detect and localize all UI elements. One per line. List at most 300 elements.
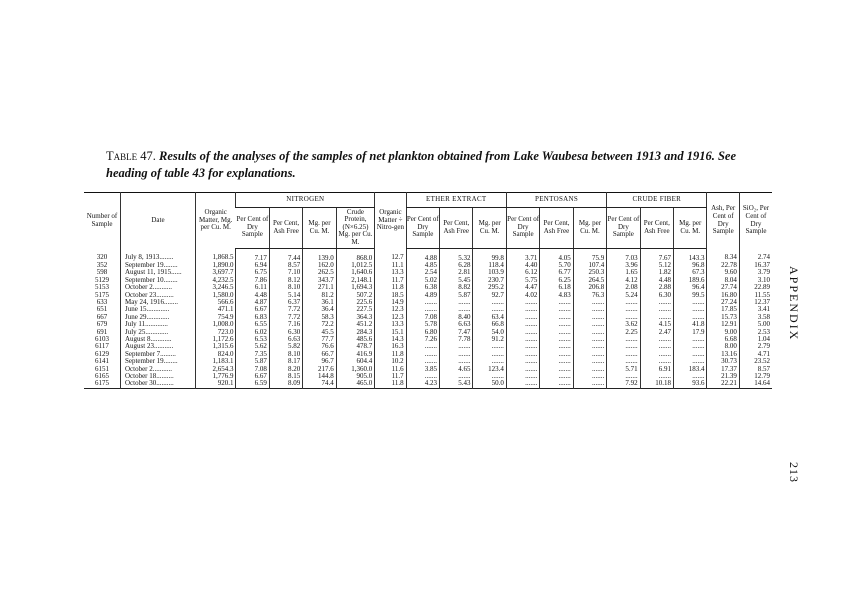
value-cell: ....... xyxy=(506,373,539,380)
value-cell: 6.12 xyxy=(506,269,539,276)
value-cell: 3,697.7 xyxy=(195,269,236,276)
header-organic-matter: Organic Matter, Mg. per Cu. M. xyxy=(195,193,236,249)
value-cell: 14.3 xyxy=(375,336,406,343)
value-cell: 45.5 xyxy=(303,329,336,336)
value-cell: 4.48 xyxy=(640,277,673,284)
value-cell: 416.9 xyxy=(336,351,374,358)
value-cell: 11.55 xyxy=(739,292,772,299)
value-cell: ....... xyxy=(573,314,606,321)
value-cell: ....... xyxy=(607,358,640,365)
value-cell: 4.12 xyxy=(607,277,640,284)
value-cell: 27.24 xyxy=(707,299,739,306)
value-cell: 8.57 xyxy=(269,262,302,269)
header-fiber-ash-free: Per Cent, Ash Free xyxy=(640,207,673,248)
value-cell: ....... xyxy=(540,366,573,373)
date-cell: October 18.......... xyxy=(120,373,195,380)
value-cell: ....... xyxy=(440,358,473,365)
value-cell: 1,776.9 xyxy=(195,373,236,380)
value-cell: 5.45 xyxy=(440,277,473,284)
value-cell: 96.7 xyxy=(303,358,336,365)
table-row xyxy=(84,321,772,328)
value-cell: ....... xyxy=(440,299,473,306)
value-cell: 30.73 xyxy=(707,358,739,365)
date-cell: September 7......... xyxy=(120,351,195,358)
header-nitrogen-ash-free: Per Cent, Ash Free xyxy=(269,207,302,248)
value-cell: 604.4 xyxy=(336,358,374,365)
value-cell: 2.81 xyxy=(440,269,473,276)
value-cell: 4.87 xyxy=(236,299,269,306)
value-cell: 364.3 xyxy=(336,314,374,321)
value-cell: 36.1 xyxy=(303,299,336,306)
value-cell: 6.63 xyxy=(269,336,302,343)
table-row xyxy=(84,284,772,291)
value-cell: 1,640.6 xyxy=(336,269,374,276)
value-cell: 451.2 xyxy=(336,321,374,328)
value-cell: 11.8 xyxy=(375,284,406,291)
value-cell: 5.32 xyxy=(440,248,473,262)
header-fiber-mg: Mg. per Cu. M. xyxy=(674,207,707,248)
value-cell: 7.72 xyxy=(269,314,302,321)
value-cell: 2.53 xyxy=(739,329,772,336)
value-cell: 227.5 xyxy=(336,306,374,313)
value-cell: 58.3 xyxy=(303,314,336,321)
value-cell: ....... xyxy=(540,373,573,380)
sample-number-cell: 5153 xyxy=(94,284,109,292)
value-cell: 5.02 xyxy=(406,277,439,284)
sample-number-cell: 5175 xyxy=(94,291,109,299)
value-cell: 54.0 xyxy=(473,329,506,336)
table-title: Results of the analyses of the samples of net plankton obtained from Lake Waubesa between 1913 and 1916. See heading of table 43 for explanations. xyxy=(106,149,736,180)
date-cell: October 2........... xyxy=(120,284,195,291)
value-cell: 99.5 xyxy=(674,292,707,299)
date-cell: October 30.......... xyxy=(120,380,195,388)
sample-number-cell: 6165 xyxy=(94,373,109,381)
value-cell: 5.78 xyxy=(406,321,439,328)
value-cell: 7.10 xyxy=(269,269,302,276)
value-cell: 10.18 xyxy=(640,380,673,388)
date-cell: July 11............. xyxy=(120,321,195,328)
value-cell: ....... xyxy=(640,358,673,365)
date-cell: September 19........ xyxy=(120,358,195,365)
value-cell: 16.80 xyxy=(707,292,739,299)
value-cell: 6.77 xyxy=(540,269,573,276)
value-cell: 284.3 xyxy=(336,329,374,336)
sample-number-cell: 6129 xyxy=(94,350,109,358)
value-cell: ....... xyxy=(674,358,707,365)
header-pentosans: PENTOSANS xyxy=(506,193,606,208)
value-cell: ....... xyxy=(540,351,573,358)
value-cell: ....... xyxy=(674,314,707,321)
value-cell: 295.2 xyxy=(473,284,506,291)
header-nitrogen-mg: Mg. per Cu. M. xyxy=(303,207,336,248)
sample-number-cell: 667 xyxy=(96,313,108,321)
date-cell: June 15............. xyxy=(120,306,195,313)
value-cell: ....... xyxy=(640,299,673,306)
value-cell: 107.4 xyxy=(573,262,606,269)
value-cell: ....... xyxy=(406,299,439,306)
value-cell: 77.7 xyxy=(303,336,336,343)
value-cell: 7.47 xyxy=(440,329,473,336)
value-cell: 1,012.5 xyxy=(336,262,374,269)
header-ether-mg: Mg. per Cu. M. xyxy=(473,207,506,248)
value-cell: 3.58 xyxy=(739,314,772,321)
value-cell: 5.62 xyxy=(236,343,269,350)
value-cell: 8.57 xyxy=(739,366,772,373)
value-cell: ....... xyxy=(540,306,573,313)
header-pentosans-ash-free: Per Cent, Ash Free xyxy=(540,207,573,248)
value-cell: 5.00 xyxy=(739,321,772,328)
value-cell: 8.34 xyxy=(707,248,739,262)
value-cell: 10.2 xyxy=(375,358,406,365)
sample-number-cell: 633 xyxy=(96,299,108,306)
header-ether-ash-free: Per Cent, Ash Free xyxy=(440,207,473,248)
value-cell: 824.0 xyxy=(195,351,236,358)
value-cell: ....... xyxy=(573,343,606,350)
table-row xyxy=(84,299,772,306)
value-cell: 81.2 xyxy=(303,292,336,299)
value-cell: ....... xyxy=(440,373,473,380)
value-cell: ....... xyxy=(540,343,573,350)
value-cell: 17.85 xyxy=(707,306,739,313)
value-cell: ....... xyxy=(473,358,506,365)
header-number: Number of Sample xyxy=(86,211,118,228)
sample-number-cell: 352 xyxy=(96,261,108,269)
value-cell: 6.18 xyxy=(540,284,573,291)
value-cell: 4.23 xyxy=(406,380,439,388)
value-cell: 11.1 xyxy=(375,262,406,269)
value-cell: 3,246.5 xyxy=(195,284,236,291)
value-cell: 9.00 xyxy=(707,329,739,336)
date-cell: September 10........ xyxy=(120,277,195,284)
value-cell: ....... xyxy=(540,358,573,365)
value-cell: 868.0 xyxy=(336,248,374,262)
value-cell: ....... xyxy=(506,358,539,365)
value-cell: 8.20 xyxy=(269,366,302,373)
header-organic-nitrogen-ratio: Organic Matter ÷ Nitro-gen xyxy=(375,193,406,249)
value-cell: 6.67 xyxy=(236,373,269,380)
value-cell: 343.7 xyxy=(303,277,336,284)
value-cell: 22.21 xyxy=(707,380,739,388)
table-row xyxy=(84,358,772,365)
sample-number-cell: 6103 xyxy=(94,336,109,344)
value-cell: 96.4 xyxy=(674,284,707,291)
value-cell: ....... xyxy=(506,299,539,306)
header-fiber-dry: Per Cent of Dry Sample xyxy=(607,207,640,248)
table-row xyxy=(84,277,772,284)
value-cell: ....... xyxy=(473,343,506,350)
sample-number-cell: 320 xyxy=(96,253,108,262)
value-cell: 13.16 xyxy=(707,351,739,358)
value-cell: 4.88 xyxy=(406,248,439,262)
value-cell: ....... xyxy=(573,321,606,328)
value-cell: ....... xyxy=(506,366,539,373)
value-cell: 6.11 xyxy=(236,284,269,291)
value-cell: 5.71 xyxy=(607,366,640,373)
value-cell: 206.8 xyxy=(573,284,606,291)
value-cell: 15.73 xyxy=(707,314,739,321)
value-cell: 2.79 xyxy=(739,343,772,350)
value-cell: 1,315.6 xyxy=(195,343,236,350)
value-cell: 11.7 xyxy=(375,277,406,284)
value-cell: 63.4 xyxy=(473,314,506,321)
value-cell: 12.7 xyxy=(375,248,406,262)
value-cell: 264.5 xyxy=(573,277,606,284)
value-cell: ....... xyxy=(640,343,673,350)
value-cell: 7.16 xyxy=(269,321,302,328)
value-cell: 103.9 xyxy=(473,269,506,276)
value-cell: 11.8 xyxy=(375,351,406,358)
value-cell: ....... xyxy=(573,299,606,306)
sample-number-cell: 691 xyxy=(96,328,108,336)
value-cell: 7.78 xyxy=(440,336,473,343)
value-cell: 8.17 xyxy=(269,358,302,365)
table-row xyxy=(84,373,772,380)
value-cell: 36.4 xyxy=(303,306,336,313)
value-cell: ....... xyxy=(607,373,640,380)
header-date: Date xyxy=(120,193,195,249)
table-row xyxy=(84,329,772,336)
value-cell: ....... xyxy=(573,373,606,380)
value-cell: ....... xyxy=(607,336,640,343)
value-cell: ....... xyxy=(674,336,707,343)
value-cell: 144.8 xyxy=(303,373,336,380)
value-cell: 6.80 xyxy=(406,329,439,336)
value-cell: 72.2 xyxy=(303,321,336,328)
date-cell: August 11, 1915...... xyxy=(120,269,195,276)
value-cell: 3.62 xyxy=(607,321,640,328)
value-cell: 566.6 xyxy=(195,299,236,306)
value-cell: 262.5 xyxy=(303,269,336,276)
value-cell: 8.12 xyxy=(269,277,302,284)
side-label: APPENDIX xyxy=(787,266,801,342)
value-cell: 4.05 xyxy=(540,248,573,262)
value-cell: 5.87 xyxy=(236,358,269,365)
table-row xyxy=(84,380,772,388)
value-cell: 4,232.5 xyxy=(195,277,236,284)
value-cell: 17.37 xyxy=(707,366,739,373)
value-cell: 471.1 xyxy=(195,306,236,313)
value-cell: 162.0 xyxy=(303,262,336,269)
date-cell: August 8............ xyxy=(120,336,195,343)
value-cell: 7.26 xyxy=(406,336,439,343)
value-cell: 21.39 xyxy=(707,373,739,380)
value-cell: 6.83 xyxy=(236,314,269,321)
header-crude-protein: Crude Protein, (N×6.25) Mg. per Cu. M. xyxy=(336,207,374,248)
value-cell: 1,580.0 xyxy=(195,292,236,299)
value-cell: 4.48 xyxy=(236,292,269,299)
value-cell: ....... xyxy=(506,329,539,336)
value-cell: 14.9 xyxy=(375,299,406,306)
value-cell: 6.55 xyxy=(236,321,269,328)
value-cell: 11.8 xyxy=(375,380,406,388)
header-pentosans-dry: Per Cent of Dry Sample xyxy=(506,207,539,248)
value-cell: 14.64 xyxy=(739,380,772,388)
value-cell: 3.85 xyxy=(406,366,439,373)
value-cell: ....... xyxy=(506,343,539,350)
table-row xyxy=(84,351,772,358)
date-cell: July 8, 1913........ xyxy=(120,248,195,262)
value-cell: 1,183.1 xyxy=(195,358,236,365)
value-cell: 5.82 xyxy=(269,343,302,350)
value-cell: ....... xyxy=(440,343,473,350)
value-cell: 6.68 xyxy=(707,336,739,343)
value-cell: ....... xyxy=(573,306,606,313)
value-cell: 11.6 xyxy=(375,366,406,373)
value-cell: 6.30 xyxy=(640,292,673,299)
value-cell: 5.75 xyxy=(506,277,539,284)
value-cell: 4.02 xyxy=(506,292,539,299)
table-row xyxy=(84,366,772,373)
header-nitrogen-dry: Per Cent of Dry Sample xyxy=(236,207,269,248)
value-cell: 12.79 xyxy=(739,373,772,380)
value-cell: ....... xyxy=(640,336,673,343)
value-cell: 5.14 xyxy=(269,292,302,299)
value-cell: 7.44 xyxy=(269,248,302,262)
value-cell: 8.04 xyxy=(707,277,739,284)
value-cell: ....... xyxy=(674,351,707,358)
header-ether-extract: ETHER EXTRACT xyxy=(406,193,506,208)
table-row xyxy=(84,292,772,299)
value-cell: 2,148.1 xyxy=(336,277,374,284)
value-cell: 3.41 xyxy=(739,306,772,313)
value-cell: 18.5 xyxy=(375,292,406,299)
value-cell: 754.9 xyxy=(195,314,236,321)
value-cell: 12.91 xyxy=(707,321,739,328)
value-cell: 4.71 xyxy=(739,351,772,358)
value-cell: 2.08 xyxy=(607,284,640,291)
value-cell: 5.43 xyxy=(440,380,473,388)
value-cell: 67.3 xyxy=(674,269,707,276)
sample-number-cell: 6141 xyxy=(94,358,109,366)
value-cell: 1,694.3 xyxy=(336,284,374,291)
sample-number-cell: 679 xyxy=(96,321,108,329)
value-cell: 13.3 xyxy=(375,269,406,276)
value-cell: ....... xyxy=(440,306,473,313)
value-cell: 189.6 xyxy=(674,277,707,284)
value-cell: ....... xyxy=(406,343,439,350)
table-row xyxy=(84,336,772,343)
value-cell: 3.96 xyxy=(607,262,640,269)
value-cell: 2.47 xyxy=(640,329,673,336)
value-cell: 76.6 xyxy=(303,343,336,350)
table-row xyxy=(84,262,772,269)
value-cell: 7.92 xyxy=(607,380,640,388)
header-sio2: SiO₂, Per Cent of Dry Sample xyxy=(739,193,772,249)
value-cell: 6.91 xyxy=(640,366,673,373)
value-cell: ....... xyxy=(406,306,439,313)
value-cell: 6.94 xyxy=(236,262,269,269)
value-cell: ....... xyxy=(674,306,707,313)
value-cell: 2.74 xyxy=(739,248,772,262)
date-cell: August 23........... xyxy=(120,343,195,350)
value-cell: ....... xyxy=(573,366,606,373)
value-cell: 75.9 xyxy=(573,248,606,262)
value-cell: 5.70 xyxy=(540,262,573,269)
value-cell: 4.47 xyxy=(506,284,539,291)
value-cell: 66.7 xyxy=(303,351,336,358)
value-cell: 1.04 xyxy=(739,336,772,343)
value-cell: 6.28 xyxy=(440,262,473,269)
value-cell: 1,008.0 xyxy=(195,321,236,328)
value-cell: 465.0 xyxy=(336,380,374,388)
value-cell: ....... xyxy=(573,329,606,336)
value-cell: ....... xyxy=(640,351,673,358)
value-cell: 8.82 xyxy=(440,284,473,291)
value-cell: ....... xyxy=(506,306,539,313)
value-cell: ....... xyxy=(674,299,707,306)
sample-number-cell: 598 xyxy=(96,269,108,277)
date-cell: October 2........... xyxy=(120,366,195,373)
header-nitrogen: NITROGEN xyxy=(236,193,375,208)
value-cell: 11.7 xyxy=(375,373,406,380)
value-cell: 74.4 xyxy=(303,380,336,388)
value-cell: 6.25 xyxy=(540,277,573,284)
value-cell: 8.10 xyxy=(269,284,302,291)
value-cell: ....... xyxy=(573,351,606,358)
value-cell: 139.0 xyxy=(303,248,336,262)
value-cell: ....... xyxy=(573,336,606,343)
table-body xyxy=(84,248,772,388)
value-cell: 250.3 xyxy=(573,269,606,276)
value-cell: 1.82 xyxy=(640,269,673,276)
value-cell: ....... xyxy=(540,321,573,328)
value-cell: 6.30 xyxy=(269,329,302,336)
value-cell: ....... xyxy=(674,343,707,350)
value-cell: 6.75 xyxy=(236,269,269,276)
plankton-analysis-table xyxy=(84,192,772,389)
value-cell: 5.12 xyxy=(640,262,673,269)
value-cell: ....... xyxy=(473,373,506,380)
value-cell: 723.0 xyxy=(195,329,236,336)
value-cell: ....... xyxy=(607,314,640,321)
value-cell: ....... xyxy=(506,321,539,328)
table-label: Table 47. xyxy=(106,149,156,163)
value-cell: 50.0 xyxy=(473,380,506,388)
value-cell: 16.3 xyxy=(375,343,406,350)
value-cell: 230.7 xyxy=(473,277,506,284)
value-cell: 5.24 xyxy=(607,292,640,299)
value-cell: ....... xyxy=(607,299,640,306)
value-cell: 123.4 xyxy=(473,366,506,373)
value-cell: 16.37 xyxy=(739,262,772,269)
value-cell: 93.6 xyxy=(674,380,707,388)
value-cell: 4.65 xyxy=(440,366,473,373)
value-cell: ....... xyxy=(506,336,539,343)
value-cell: 1.65 xyxy=(607,269,640,276)
value-cell: 3.71 xyxy=(506,248,539,262)
value-cell: ....... xyxy=(607,351,640,358)
value-cell: 92.7 xyxy=(473,292,506,299)
value-cell: ....... xyxy=(540,380,573,388)
value-cell: 7.08 xyxy=(406,314,439,321)
value-cell: ....... xyxy=(640,373,673,380)
value-cell: 183.4 xyxy=(674,366,707,373)
value-cell: 8.09 xyxy=(269,380,302,388)
value-cell: 4.89 xyxy=(406,292,439,299)
value-cell: ....... xyxy=(440,351,473,358)
value-cell: 2.25 xyxy=(607,329,640,336)
value-cell: ....... xyxy=(607,306,640,313)
value-cell: 22.78 xyxy=(707,262,739,269)
value-cell: 6.67 xyxy=(236,306,269,313)
header-ether-dry: Per Cent of Dry Sample xyxy=(406,207,439,248)
value-cell: 4.85 xyxy=(406,262,439,269)
value-cell: 2.54 xyxy=(406,269,439,276)
value-cell: 7.72 xyxy=(269,306,302,313)
value-cell: 41.8 xyxy=(674,321,707,328)
value-cell: 271.1 xyxy=(303,284,336,291)
sample-number-cell: 6117 xyxy=(95,343,109,351)
